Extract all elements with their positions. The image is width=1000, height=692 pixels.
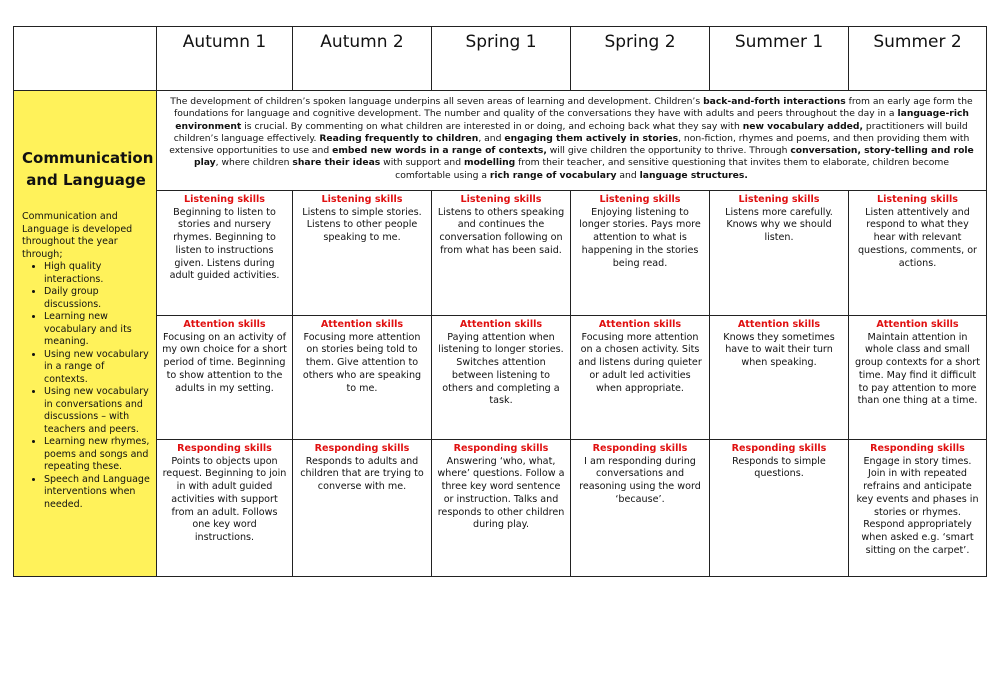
responding-cell-summer-2 <box>849 440 987 577</box>
intro-bold: modelling <box>464 157 516 169</box>
cell-text: Listens to simple stories. Listens to other people speaking to me. <box>302 206 422 244</box>
skill-heading: Attention skills <box>598 319 682 330</box>
responding-row <box>14 440 987 577</box>
attention-cell-spring-2 <box>571 316 710 440</box>
listening-cell-summer-1 <box>710 191 849 316</box>
skill-heading: Attention skills <box>737 319 821 330</box>
header-row <box>14 27 987 91</box>
cell-text: Engage in story times. Join in with repeated refrains and anticipate key events and phases in stories or rhymes. Respond appropriately when asked e.g. ‘smart sitting on the carpet’. <box>856 455 979 556</box>
cell-text: Enjoying listening to longer stories. Pays more attention to what is happening in the stories being read. <box>579 206 701 269</box>
skill-heading: Listening skills <box>321 194 403 205</box>
skill-heading: Responding skills <box>731 443 827 454</box>
cell-text: Listens more carefully. Knows why we should listen. <box>725 206 833 244</box>
attention-cell-summer-1 <box>710 316 849 440</box>
skill-heading: Responding skills <box>592 443 688 454</box>
listening-cell-spring-2 <box>571 191 710 316</box>
intro-bold: conversation, story-telling and role play <box>194 145 974 169</box>
term-summer-1: Summer 1 <box>710 27 849 91</box>
skill-heading: Listening skills <box>460 194 542 205</box>
intro-bold: share their ideas <box>292 157 381 169</box>
bullet-item: • High quality interactions. <box>44 261 150 286</box>
header-corner <box>14 27 157 91</box>
skill-heading: Listening skills <box>876 194 959 205</box>
cell-text: I am responding during conversations and reasoning using the word ‘because’. <box>579 455 701 505</box>
intro-text: , and <box>478 132 505 144</box>
listening-cell-spring-1 <box>432 191 571 316</box>
attention-cell-autumn-2 <box>293 316 432 440</box>
intro-text: from their teacher, and sensitive questioning that invites them to elaborate, children become comfortable using a <box>395 157 949 181</box>
listening-cell-autumn-1 <box>157 191 293 316</box>
intro-bold: new vocabulary added, <box>742 120 863 132</box>
skill-heading: Listening skills <box>183 194 266 205</box>
skill-heading: Attention skills <box>183 319 266 330</box>
bullet-item: • Learning new vocabulary and its meaning. <box>44 311 150 349</box>
responding-cell-autumn-2 <box>293 440 432 577</box>
responding-cell-summer-1 <box>710 440 849 577</box>
cell-text: Responds to adults and children that are trying to converse with me. <box>300 455 424 493</box>
listening-row <box>14 191 987 316</box>
intro-text: , non-fiction, rhymes and poems, and then providing them with extensive opportunities to use and <box>169 132 970 157</box>
bullet-item: • Learning new rhymes, poems and songs and repeating these. <box>44 436 150 474</box>
responding-cell-autumn-1 <box>157 440 293 577</box>
listening-cell-autumn-2 <box>293 191 432 316</box>
intro-text: , where children <box>215 157 293 169</box>
cell-text: Listen attentively and respond to what they hear with relevant questions, comments, or actions. <box>857 206 978 269</box>
subject-title: Communication and Language <box>22 149 154 189</box>
skill-heading: Responding skills <box>453 443 549 454</box>
bullet-item: • Using new vocabulary in conversations and discussions – with teachers and peers. <box>44 386 150 436</box>
cell-text: Maintain attention in whole class and small group contexts for a short time. May find it difficult to pay attention to more than one thing at a time. <box>855 331 980 407</box>
cell-text: Responds to simple questions. <box>732 455 826 480</box>
cell-text: Points to objects upon request. Beginning to join in with adult guided activities with support from an adult. Follows one key word instructions. <box>162 455 287 543</box>
cell-text: Focusing more attention on stories being told to them. Give attention to others who are speaking to me. <box>302 331 422 394</box>
subject-intro: Communication and Language is developed throughout the year through; <box>22 211 133 260</box>
intro-bold: language structures. <box>639 169 748 181</box>
intro-bold: back-and-forth interactions <box>703 96 846 107</box>
skill-heading: Responding skills <box>870 443 965 454</box>
cell-text: Paying attention when listening to longer stories. Switches attention between listening to others and completing a task. <box>438 331 564 407</box>
intro-bold: engaging them actively in stories <box>504 132 679 144</box>
responding-cell-spring-2 <box>571 440 710 577</box>
curriculum-table <box>13 26 987 577</box>
skill-heading: Attention skills <box>320 319 404 330</box>
listening-cell-summer-2 <box>849 191 987 316</box>
intro-text: and <box>616 169 640 181</box>
attention-cell-autumn-1 <box>157 316 293 440</box>
intro-bold: embed new words in a range of contexts, <box>332 145 547 157</box>
bullet-item: • Daily group discussions. <box>44 286 150 311</box>
attention-cell-spring-1 <box>432 316 571 440</box>
intro-paragraph <box>157 91 987 191</box>
term-spring-1: Spring 1 <box>432 27 571 91</box>
bullet-item: • Using new vocabulary in a range of contexts. <box>44 349 150 387</box>
term-autumn-1: Autumn 1 <box>157 27 293 91</box>
skill-heading: Responding skills <box>314 443 410 454</box>
skill-heading: Responding skills <box>177 443 272 454</box>
intro-bold: rich range of vocabulary <box>489 169 617 181</box>
skill-heading: Listening skills <box>738 194 820 205</box>
intro-text: practitioners will build children’s language effectively. <box>173 120 968 144</box>
intro-bold: Reading frequently to children <box>319 132 479 144</box>
intro-text: is crucial. By commenting on what children are interested in or doing, and echoing back what they say with <box>241 120 743 132</box>
subject-sidebar <box>14 91 157 577</box>
term-autumn-2: Autumn 2 <box>293 27 432 91</box>
intro-row <box>14 91 987 191</box>
intro-bold: language-rich environment <box>175 108 969 132</box>
intro-text: from an early age form the foundations for language and cognitive development. The number and quality of the conversations they have with adults and peers throughout the day in a <box>174 96 973 120</box>
intro-text: The development of children’s spoken language underpins all seven areas of learning and development. Children’s <box>170 96 704 107</box>
term-summer-2: Summer 2 <box>849 27 987 91</box>
cell-text: Focusing on an activity of my own choice for a short period of time. Beginning to show attention to the adults in my setting. <box>162 331 287 394</box>
cell-text: Focusing more attention on a chosen activity. Sits and listens during quieter or adult led activities when appropriate. <box>578 331 702 394</box>
subject-bullet-list <box>22 261 150 511</box>
responding-cell-spring-1 <box>432 440 571 577</box>
cell-text: Knows they sometimes have to wait their turn when speaking. <box>723 331 835 369</box>
skill-heading: Attention skills <box>876 319 959 330</box>
attention-row <box>14 316 987 440</box>
cell-text: Answering ‘who, what, where’ questions. Follow a three key word sentence or instruction. Talks and responds to other children during play. <box>437 455 565 531</box>
skill-heading: Listening skills <box>599 194 681 205</box>
term-spring-2: Spring 2 <box>571 27 710 91</box>
attention-cell-summer-2 <box>849 316 987 440</box>
intro-text: with support and <box>380 157 464 169</box>
bullet-item: • Speech and Language interventions when needed. <box>44 474 150 512</box>
skill-heading: Attention skills <box>459 319 543 330</box>
cell-text: Beginning to listen to stories and nursery rhymes. Beginning to listen to instructions given. Listens during adult guided activities. <box>169 206 280 282</box>
intro-text: will give children the opportunity to thrive. Through <box>546 145 791 157</box>
cell-text: Listens to others speaking and continues the conversation following on from what has been said. <box>437 206 565 256</box>
